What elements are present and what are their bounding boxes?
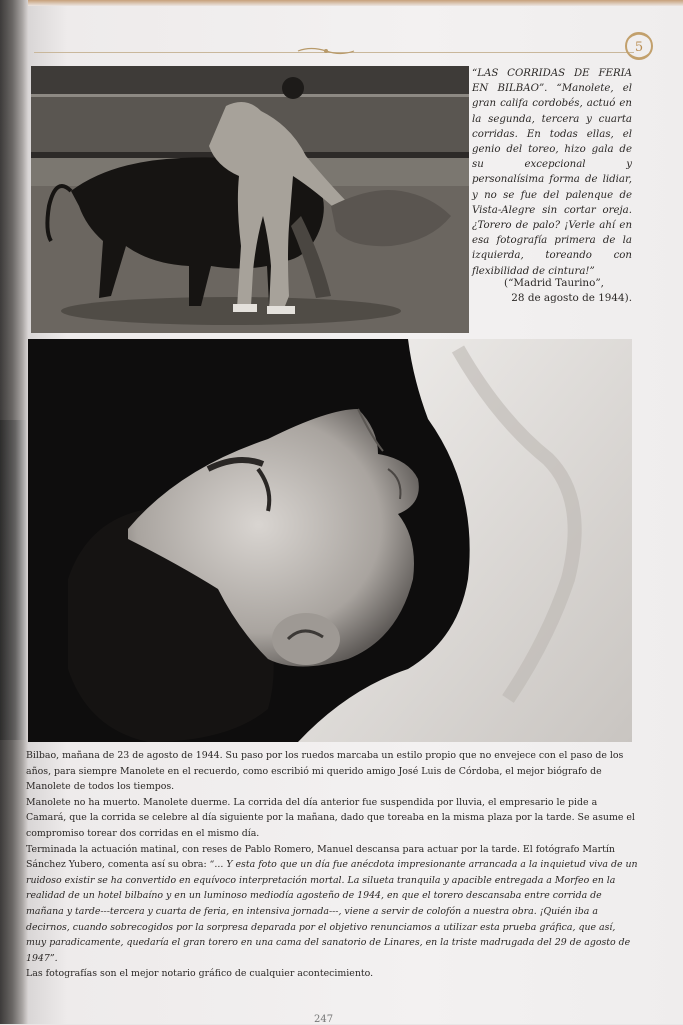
header-ornament-icon	[296, 46, 356, 56]
adjacent-page-edge	[0, 0, 28, 1024]
paragraph-4: Las fotografías son el mejor notario gráfico de cualquier acontecimiento.	[26, 968, 374, 980]
page-curl-shadow	[0, 420, 26, 740]
sleeping-portrait-image	[28, 339, 632, 742]
paragraph-3	[26, 842, 638, 967]
bullfight-photo-image	[31, 66, 469, 333]
article-body	[26, 748, 638, 982]
svg-text:5: 5	[634, 40, 644, 55]
paragraph-1: Bilbao, mañana de 23 de agosto de 1944. Su paso por los ruedos marcaba un estilo propio que no envejece con el paso de los años, para siempre Manolete en el recuerdo, como escribió mi querido amigo José Luis de Córdoba, el mejor biógrafo de Manolete de todos los tiempos.	[26, 750, 624, 793]
paragraph-2: Manolete no ha muerto. Manolete duerme. La corrida del día anterior fue suspendida por lluvia, el empresario le pide a Camará, que la corrida se celebre al día siguiente por la mañana, dado que toreaba en la misma plaza por la tarde. Se asume el compromiso torear dos corridas en el mismo día.	[26, 796, 635, 839]
caption-source-line-2: 28 de agosto de 1944).	[511, 292, 632, 305]
paragraph-3-intro: Terminada la actuación matinal, con reses de Pablo Romero, Manuel descansa para actuar por la tarde. El fotógrafo Martín Sánchez Yubero, comenta así su obra:	[26, 843, 615, 871]
chapter-emblem-icon	[621, 28, 657, 64]
photo-caption: “LAS CORRIDAS DE FERIA EN BILBAO”. “Manolete, el gran califa cordobés, actuó en la segunda, tercera y cuarta corridas. En todas ellas, el genio del toreo, hizo gala de su excepcional y personalísima forma de lidiar, y no se fue del palenque de Vista-Alegre sin cortar oreja. ¿Torero de palo? ¡Verle ahí en esa fotografía primera de la izquierda, toreando con flexibilidad de cintura!”	[472, 68, 632, 277]
bullfight-photo	[31, 66, 469, 333]
sleeping-portrait-photo	[28, 339, 632, 742]
page-number: 247	[314, 1014, 334, 1025]
page-top-band	[28, 0, 683, 6]
caption-source-line-1: (“Madrid Taurino”,	[504, 277, 604, 289]
book-page	[28, 0, 683, 1024]
paragraph-3-quote: “... Y esta foto que un día fue anécdota impresionante arrancada a la inquietud viva de un ruidoso existir se ha convertido en equívoco interpretación mortal. La silueta tranquila y apacible entregada a Morfeo en la realidad de un hotel bilbaíno y en un luminoso mediodía agosteño de 1944, en que el torero descansaba entre corrida de mañana y tarde---tercera y cuarta de feria, en intensiva jornada---, viene a servir de colofón a nuestra obra. ¡Quién iba a decirnos, cuando sobrecogidos por la sorpresa deparada por el objetivo renunciamos a utilizar esta prueba gráfica, que así, muy paradicamente, quedaría el gran torero en una cama del sanatorio de Linares, en la triste madrugada del 29 de agosto de 1947”.	[26, 859, 638, 964]
caption-source	[472, 276, 632, 306]
